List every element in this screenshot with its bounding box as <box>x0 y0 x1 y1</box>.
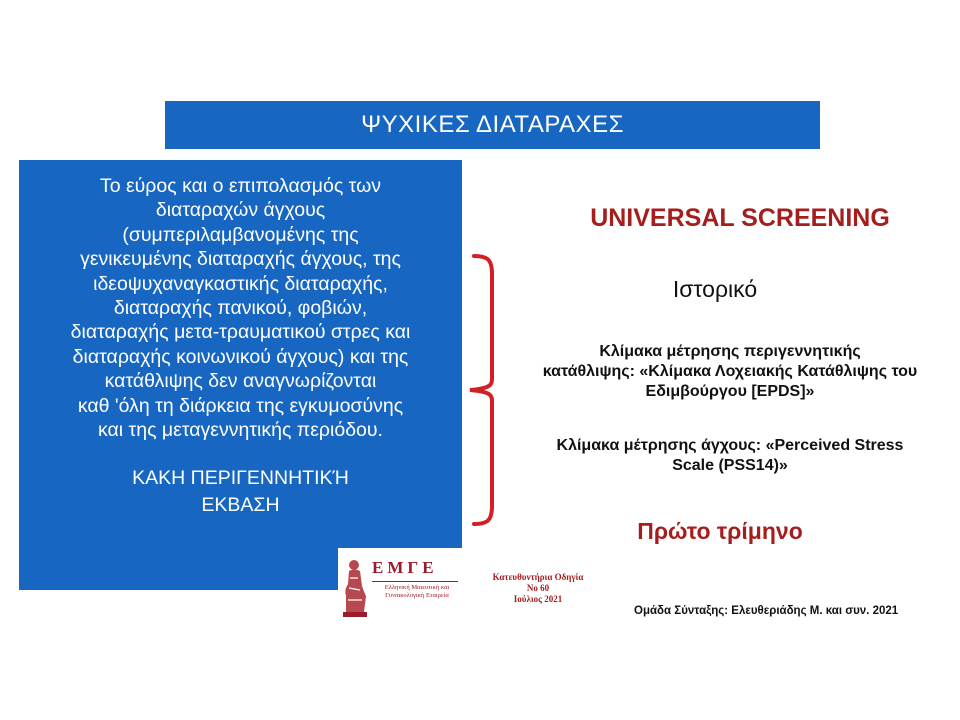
logo-letters: ΕΜΓΕ <box>372 558 438 577</box>
trimester-label: Πρώτο τρίμηνο <box>637 518 803 544</box>
guideline-line: Νο 60 <box>526 583 550 593</box>
info-line: διαταραχής μετα-τραυματικού στρες και <box>70 321 411 344</box>
info-line: διαταραχής πανικού, φοβιών, <box>113 297 368 320</box>
guideline-line: Κατευθυντήρια Οδηγία <box>492 572 584 582</box>
logo-subtitle-line: Ελληνική Μαιευτική και <box>384 584 450 591</box>
info-line: ιδεοψυχαναγκαστικής διαταραχής, <box>93 272 388 295</box>
emge-logo <box>338 548 463 626</box>
epds-line: Κλίμακα μέτρησης περιγεννητικής <box>599 343 861 360</box>
info-line: (συμπεριλαμβανομένης της <box>122 223 359 246</box>
pss-scale-text <box>500 436 960 476</box>
info-line: κατάθλιψης δεν αναγνωρίζονται <box>104 370 377 393</box>
info-box <box>19 160 462 590</box>
epds-line: κατάθλιψης: «Κλίμακα Λοχειακής Κατάθλιψης του <box>542 363 918 380</box>
info-line: διαταραχών άγχους <box>155 199 326 222</box>
outcome-line: ΕΚΒΑΣΗ <box>201 494 280 517</box>
pss-line: Scale (PSS14)» <box>672 457 788 474</box>
epds-line: Εδιμβούργου [EPDS]» <box>645 383 815 400</box>
info-line: και της μεταγεννητικής περιόδου. <box>98 419 383 442</box>
info-line: Το εύρος και ο επιπολασμός των <box>99 175 382 197</box>
outcome-line: ΚΑΚΗ ΠΕΡΙΓΕΝΝΗΤΙΚΉ <box>132 467 349 490</box>
authors-credit: Ομάδα Σύνταξης: Ελευθεριάδης Μ. και συν. 2021 <box>634 605 899 617</box>
info-line: διαταραχής κοινωνικού άγχους) και της <box>72 345 409 368</box>
epds-scale-text <box>500 342 960 402</box>
page-title: ΨΥΧΙΚΕΣ ΔΙΑΤΑΡΑΧΕΣ <box>361 111 624 138</box>
outcome-text <box>33 465 448 519</box>
history-label: Ιστορικό <box>672 276 758 302</box>
logo-subtitle <box>372 584 462 600</box>
logo-divider <box>372 581 458 582</box>
statue-icon <box>340 556 370 618</box>
title-banner <box>165 101 820 149</box>
info-line: γενικευμένης διαταραχής άγχους, της <box>80 248 401 271</box>
bracket-icon <box>466 250 496 530</box>
screening-heading: UNIVERSAL SCREENING <box>590 204 890 232</box>
info-line: καθ 'όλη τη διάρκεια της εγκυμοσύνης <box>77 394 404 417</box>
guideline-line: Ιούλιος 2021 <box>513 594 563 604</box>
logo-subtitle-line: Γυναικολογική Εταιρεία <box>385 592 449 599</box>
guideline-info <box>478 572 598 605</box>
pss-line: Κλίμακα μέτρησης άγχους: «Perceived Stress <box>556 437 904 454</box>
